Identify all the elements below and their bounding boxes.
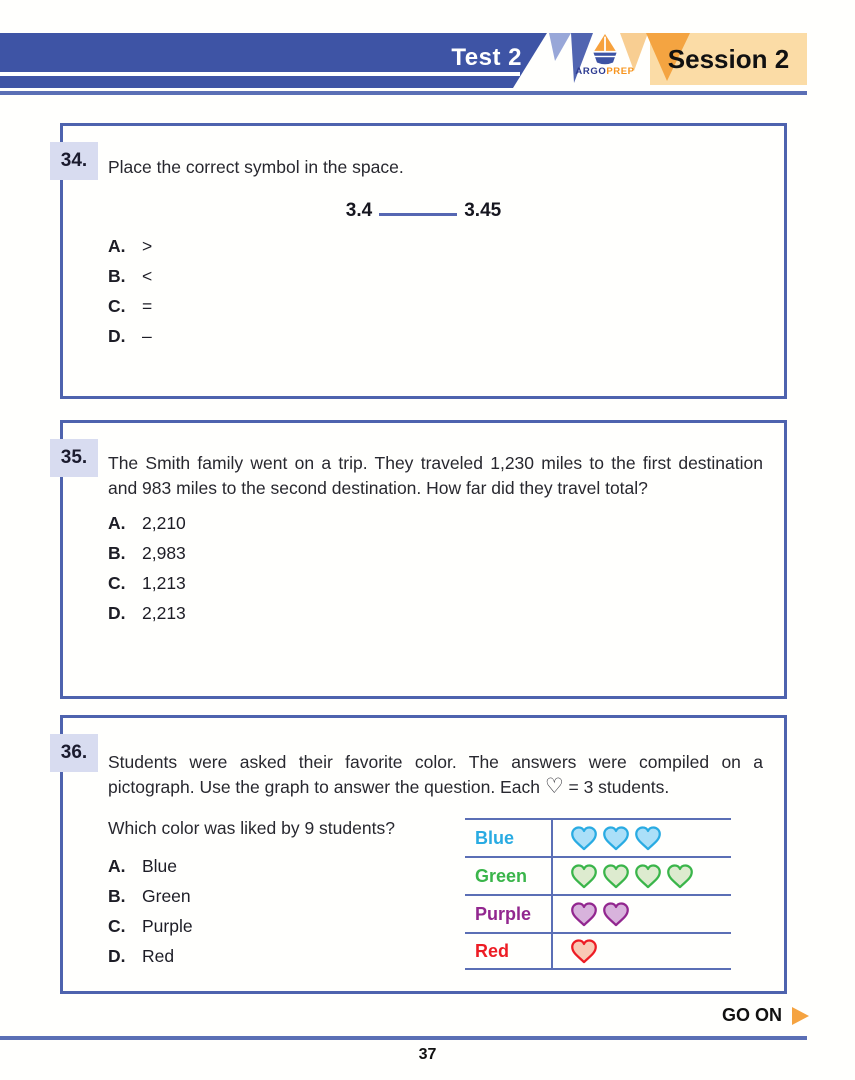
answer-options bbox=[108, 513, 186, 633]
option-text: 2,983 bbox=[142, 543, 186, 563]
option-text: Blue bbox=[142, 856, 178, 876]
heart-icon bbox=[634, 864, 662, 889]
answer-option-row bbox=[108, 266, 152, 296]
pictograph-row bbox=[465, 818, 731, 856]
left-number: 3.4 bbox=[345, 200, 373, 221]
pictograph-row-label: Purple bbox=[465, 896, 553, 932]
session-label: Session 2 bbox=[667, 44, 790, 74]
pictograph-row-symbols bbox=[553, 934, 598, 968]
test-label: Test 2 bbox=[451, 44, 522, 71]
option-letter: B. bbox=[108, 886, 126, 906]
heart-symbol-icon: ♡ bbox=[544, 773, 564, 798]
comparison-expression bbox=[63, 200, 784, 222]
footer-divider-line bbox=[0, 1036, 807, 1040]
answer-option-row bbox=[108, 946, 193, 976]
question-box-36 bbox=[60, 715, 787, 994]
answer-blank-line bbox=[379, 201, 457, 216]
question-number-badge: 36. bbox=[50, 734, 98, 772]
go-on-arrow-icon bbox=[792, 1007, 809, 1025]
pictograph-row-label: Green bbox=[465, 858, 553, 894]
option-letter: C. bbox=[108, 573, 126, 593]
pictograph-row-symbols bbox=[553, 820, 662, 856]
pictograph-row-symbols bbox=[553, 896, 630, 932]
answer-option-row bbox=[108, 236, 152, 266]
question-box-34 bbox=[60, 123, 787, 399]
right-number: 3.45 bbox=[464, 200, 502, 221]
option-letter: D. bbox=[108, 603, 126, 623]
answer-option-row bbox=[108, 296, 152, 326]
option-letter: A. bbox=[108, 513, 126, 533]
heart-icon bbox=[602, 826, 630, 851]
header-divider-line bbox=[0, 91, 807, 95]
option-letter: C. bbox=[108, 296, 126, 316]
question-prompt: Place the correct symbol in the space. bbox=[108, 157, 404, 177]
option-text: = bbox=[142, 296, 153, 316]
question-box-35 bbox=[60, 420, 787, 699]
option-letter: C. bbox=[108, 916, 126, 936]
answer-option-row bbox=[108, 513, 186, 543]
answer-option-row bbox=[108, 856, 193, 886]
option-text: Purple bbox=[142, 916, 193, 936]
sub-question: Which color was liked by 9 students? bbox=[108, 818, 395, 838]
option-text: 1,213 bbox=[142, 573, 186, 593]
option-text: < bbox=[142, 266, 153, 286]
heart-icon bbox=[602, 902, 630, 927]
heart-icon bbox=[570, 939, 598, 964]
go-on-indicator bbox=[722, 1005, 809, 1026]
option-text: Red bbox=[142, 946, 175, 966]
option-text: > bbox=[142, 236, 153, 256]
option-letter: B. bbox=[108, 266, 126, 286]
heart-icon bbox=[634, 826, 662, 851]
option-letter: D. bbox=[108, 326, 126, 346]
option-letter: A. bbox=[108, 856, 126, 876]
heart-icon bbox=[570, 864, 598, 889]
answer-option-row bbox=[108, 543, 186, 573]
heart-icon bbox=[602, 864, 630, 889]
sailboat-logo-icon bbox=[587, 34, 623, 66]
page-header bbox=[0, 33, 855, 88]
question-prompt: Students were asked their favorite color. The answers were compiled on a pictograph. Use the graph to answer the question. Each ♡ = 3 students. bbox=[108, 752, 763, 798]
pictograph-table bbox=[465, 818, 731, 970]
answer-option-row bbox=[108, 916, 193, 946]
answer-option-row bbox=[108, 573, 186, 603]
option-letter: A. bbox=[108, 236, 126, 256]
argoprep-wordmark: ARGOPREP bbox=[575, 66, 635, 77]
answer-options bbox=[108, 236, 152, 356]
heart-icon bbox=[570, 826, 598, 851]
pictograph-row bbox=[465, 932, 731, 970]
pictograph-row bbox=[465, 856, 731, 894]
answer-options bbox=[108, 856, 193, 976]
heart-icon bbox=[570, 902, 598, 927]
pictograph-row-label: Red bbox=[465, 934, 553, 968]
pictograph-row-label: Blue bbox=[465, 820, 553, 856]
question-number-badge: 35. bbox=[50, 439, 98, 477]
pictograph-row-symbols bbox=[553, 858, 694, 894]
heart-icon bbox=[666, 864, 694, 889]
option-letter: D. bbox=[108, 946, 126, 966]
argoprep-logo bbox=[563, 33, 647, 88]
answer-option-row bbox=[108, 886, 193, 916]
go-on-label: GO ON bbox=[721, 1005, 782, 1025]
option-text: Green bbox=[142, 886, 191, 906]
question-number-badge: 34. bbox=[50, 142, 98, 180]
question-prompt: The Smith family went on a trip. They traveled 1,230 miles to the first destination and 983 miles to the second destination. How far did they travel total? bbox=[108, 453, 763, 498]
option-text: – bbox=[142, 326, 152, 346]
pictograph-row bbox=[465, 894, 731, 932]
option-text: 2,210 bbox=[142, 513, 186, 533]
option-letter: B. bbox=[108, 543, 126, 563]
answer-option-row bbox=[108, 326, 152, 356]
option-text: 2,213 bbox=[142, 603, 186, 623]
answer-option-row bbox=[108, 603, 186, 633]
page-number: 37 bbox=[418, 1046, 437, 1063]
